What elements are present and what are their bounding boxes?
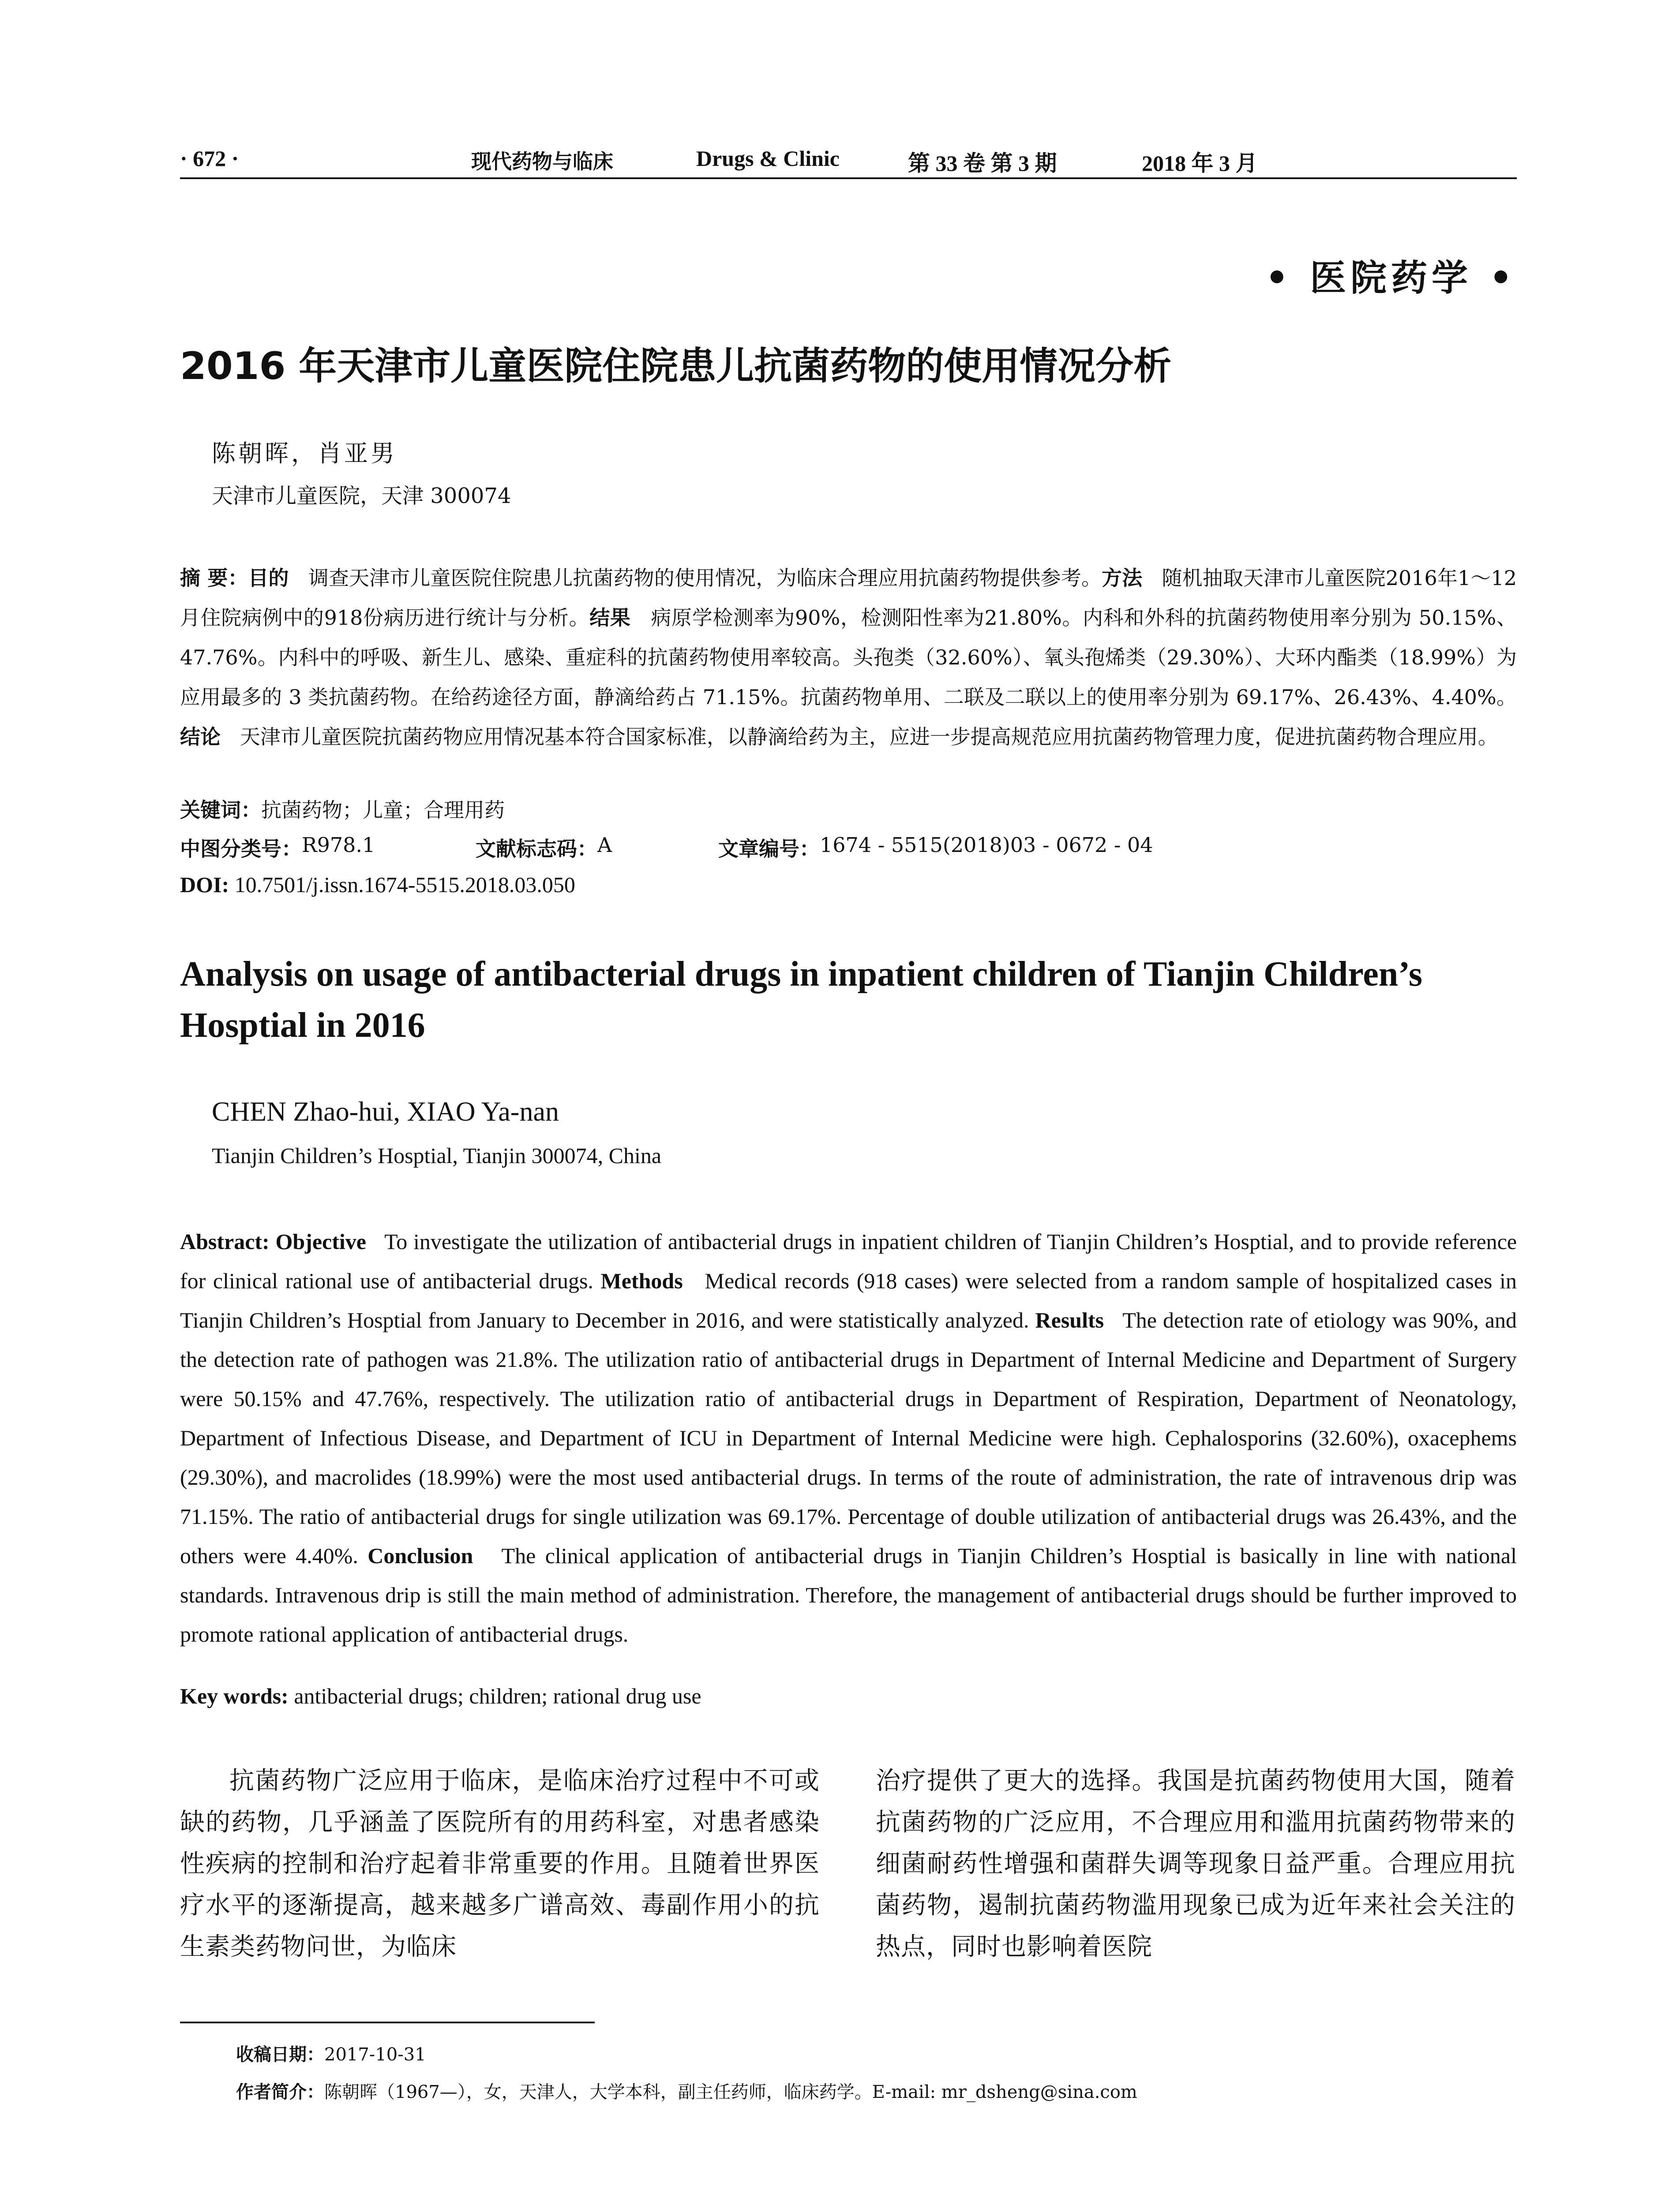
abstract-en: [180, 1222, 1517, 1654]
footnote-author: [236, 2078, 1137, 2103]
abstract-cn-label: 摘 要：: [180, 566, 248, 590]
conclusion-label-cn: 结论: [180, 725, 221, 749]
issue-date: 2018 年 3 月: [1142, 151, 1258, 176]
results-text-en: The detection rate of etiology was 90%, and the detection rate of pathogen was 21.8%. The utilization ratio of antibacterial drugs in Department of Internal Medicine and Department of Surgery were 50.15% and 47.76%, respectively. The utilization ratio of antibacterial drugs in Department of Respiration, Department of Neonatology, Department of Infectious Disease, and Department of ICU in Department of Internal Medicine were high. Cephalosporins (32.60%), oxacephems (29.30%), and macrolides (18.99%) were the most used antibacterial drugs. In terms of the route of administration, the rate of intravenous drip was 71.15%. The ratio of antibacterial drugs for single utilization was 69.17%. Percentage of double utilization of antibacterial drugs was 26.43%, and the others were 4.40%.: [180, 1308, 1517, 1568]
methods-label-cn: 方法: [1102, 566, 1143, 590]
conclusion-text-cn: 天津市儿童医院抗菌药物应用情况基本符合国家标准，以静滴给药为主，应进一步提高规范应用抗菌药物管理力度，促进抗菌药物合理应用。: [240, 725, 1498, 749]
objective-label-cn: 目的: [248, 566, 289, 590]
keywords-cn-text: 抗菌药物；儿童；合理用药: [261, 798, 505, 822]
methods-text-en: Medical records (918 cases) were selected from a random sample of hospitalized cases in Tianjin Children’s Hosptial from January to December in 2016, and were statistically analyzed.: [180, 1268, 1517, 1332]
footnote-divider: [180, 2022, 595, 2023]
results-label-en: Results: [1035, 1308, 1104, 1332]
body-column-right: 治疗提供了更大的选择。我国是抗菌药物使用大国，随着抗菌药物的广泛应用，不合理应用和滥用抗菌药物带来的细菌耐药性增强和菌群失调等现象日益严重。合理应用抗菌药物，遏制抗菌药物滥用现象已成为近年来社会关注的热点，同时也影响着医院: [876, 1767, 1515, 1961]
footnote-received: [236, 2041, 426, 2066]
doi-label: DOI:: [180, 872, 229, 897]
article-title-cn: 2016 年天津市儿童医院住院患儿抗菌药物的使用情况分析: [180, 344, 1172, 388]
affiliation-cn: 天津市儿童医院，天津 300074: [212, 484, 511, 508]
authors-en: CHEN Zhao-hui, XIAO Ya-nan: [212, 1097, 559, 1127]
journal-name-en: Drugs & Clinic: [696, 146, 840, 171]
received-date: 2017-10-31: [324, 2045, 426, 2065]
article-number: [718, 833, 1153, 862]
authors-cn: 陈朝晖，肖亚男: [212, 439, 397, 467]
journal-name-cn: 现代药物与临床: [471, 150, 613, 173]
affiliation-en: Tianjin Children’s Hosptial, Tianjin 300074, China: [212, 1143, 662, 1168]
section-label: • 医院药学 •: [1265, 257, 1517, 299]
doi-value: 10.7501/j.issn.1674-5515.2018.03.050: [234, 872, 575, 897]
objective-label-en: Objective: [275, 1229, 366, 1254]
received-label: 收稿日期：: [236, 2045, 324, 2065]
doi-line: [180, 872, 575, 897]
keywords-en-label: Key words:: [180, 1684, 289, 1708]
methods-label-en: Methods: [600, 1268, 683, 1293]
clc-value: R978.1: [302, 833, 375, 857]
keywords-cn: [180, 794, 505, 823]
keywords-en: [180, 1683, 1517, 1709]
body-column-left: 抗菌药物广泛应用于临床，是临床治疗过程中不可或缺的药物，几乎涵盖了医院所有的用药科室，对患者感染性疾病的控制和治疗起着非常重要的作用。且随着世界医疗水平的逐渐提高，越来越多广谱高效、毒副作用小的抗生素类药物问世，为临床: [180, 1767, 820, 1961]
document-code: [476, 833, 612, 862]
author-bio-text: 陈朝晖（1967—），女，天津人，大学本科，副主任药师，临床药学。E-mail: mr_dsheng@sina.com: [324, 2082, 1137, 2102]
author-bio-label: 作者简介：: [236, 2082, 324, 2102]
keywords-cn-label: 关键词：: [180, 798, 261, 822]
doc-value: A: [597, 833, 612, 857]
clc-label: 中图分类号：: [180, 837, 302, 861]
page-number: · 672 ·: [180, 146, 239, 171]
volume-issue: 第 33 卷 第 3 期: [908, 151, 1057, 176]
objective-text-cn: 调查天津市儿童医院住院患儿抗菌药物的使用情况，为临床合理应用抗菌药物提供参考。: [308, 566, 1102, 590]
article-label: 文章编号：: [718, 837, 820, 861]
doc-label: 文献标志码：: [476, 837, 597, 861]
objective-text-en: To investigate the utilization of antibacterial drugs in inpatient children of Tianjin Children’s Hosptial, and to provide reference for clinical rational use of antibacterial drugs.: [180, 1229, 1517, 1293]
article-value: 1674 - 5515(2018)03 - 0672 - 04: [820, 833, 1153, 857]
results-text-cn: 病原学检测率为90%，检测阳性率为21.80%。内科和外科的抗菌药物使用率分别为 50.15%、47.76%。内科中的呼吸、新生儿、感染、重症科的抗菌药物使用率较高。头孢类（32.60%）、氧头孢烯类（29.30%）、大环内酯类（18.99%）为应用最多的 3 类抗菌药物。在给药途径方面，静滴给药占 71.15%。抗菌药物单用、二联及二联以上的使用率分别为 69.17%、26.43%、4.40%。: [180, 606, 1517, 709]
abstract-cn: [180, 558, 1517, 757]
keywords-en-text: antibacterial drugs; children; rational drug use: [294, 1684, 701, 1708]
running-header: [180, 146, 1517, 179]
clc-number: [180, 833, 375, 862]
methods-text-cn: 随机抽取天津市儿童医院2016年1～12月住院病例中的918份病历进行统计与分析。: [180, 566, 1517, 630]
abstract-en-label: Abstract:: [180, 1229, 270, 1254]
conclusion-text-en: The clinical application of antibacterial drugs in Tianjin Children’s Hosptial is basically in line with national standards. Intravenous drip is still the main method of administration. Therefore, the management of antibacterial drugs should be further improved to promote rational application of antibacterial drugs.: [180, 1543, 1517, 1647]
article-title-en: Analysis on usage of antibacterial drugs in inpatient children of Tianjin Children’s Hosptial in 2016: [180, 955, 1423, 1045]
results-label-cn: 结果: [589, 606, 631, 630]
conclusion-label-en: Conclusion: [368, 1543, 473, 1568]
